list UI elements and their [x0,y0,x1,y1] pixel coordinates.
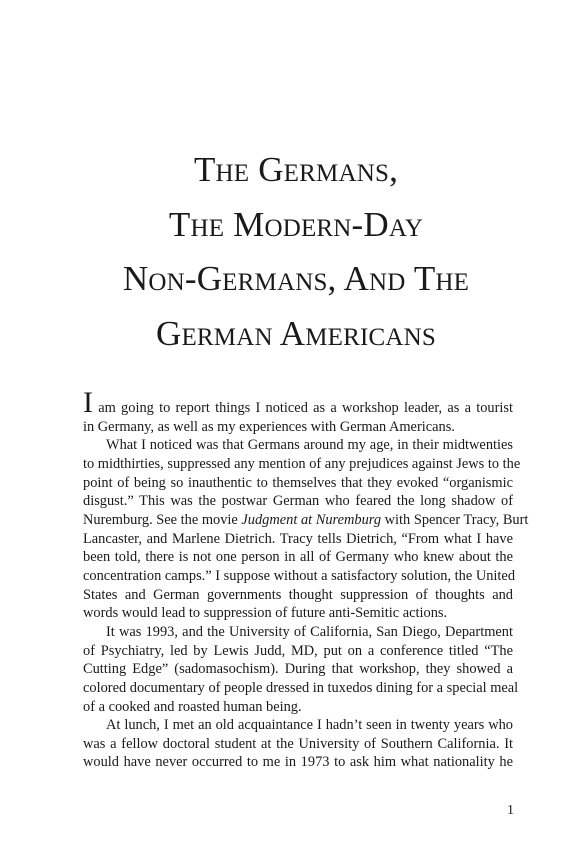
paragraph-3 [83,623,519,716]
text-fragment: Nuremburg. See the movie [83,511,242,528]
text-fragment: with Spencer Tracy, Burt [381,511,529,528]
drop-cap: I [83,386,93,419]
chapter-title-line-2: The Modern-Day [168,204,424,244]
page-number: 1 [507,803,514,818]
text-line [83,386,513,419]
text-line: in Germany, as well as my experiences with German Americans. [83,418,455,435]
text-line [83,511,529,530]
text-line: Cutting Edge” (sadomasochism). During that workshop, they showed a [83,661,513,678]
text-line: point of being so inauthentic to themselves that they evoked “organismic [83,474,513,491]
text-line: of Psychiatry, led by Lewis Judd, MD, put on a conference titled “The [83,642,513,659]
chapter-title-line-3: Non-Germans, And The [122,259,470,298]
text-line: It was 1993, and the University of California, San Diego, Department [106,623,513,640]
text-line: States and German governments thought suppression of thoughts and [83,586,513,603]
text-line: disgust.” This was the postwar German who feared the long shadow of [83,493,513,510]
paragraph-2 [83,436,529,623]
paragraph-4 [83,716,513,772]
text-line: would have never occurred to me in 1973 to ask him what nationality he [83,754,513,771]
text-line: of a cooked and roasted human being. [83,698,302,715]
chapter-title-line-4: German Americans [155,313,437,353]
text-line: Lancaster, and Marlene Dietrich. Tracy tells Dietrich, “From what I have [83,530,513,547]
text-line: been told, there is not one person in all of Germany who knew about the [83,549,513,566]
chapter-body [83,386,529,772]
paragraph-1 [83,386,513,436]
text-line: to midthirties, suppressed any mention of any prejudices against Jews to the [83,455,521,472]
movie-title: Judgment at Nuremburg [241,511,382,528]
chapter-title [60,143,532,361]
text-line: was a fellow doctoral student at the University of Southern California. It [83,735,513,752]
text-line: At lunch, I met an old acquaintance I hadn’t seen in twenty years who [106,717,513,734]
text-line: words would lead to suppression of future anti-Semitic actions. [83,605,448,622]
text-line: concentration camps.” I suppose without a satisfactory solution, the United [83,567,516,584]
text-line: colored documentary of people dressed in tuxedos dining for a special meal [83,679,519,696]
text-fragment: am going to report things I noticed as a workshop leader, as a tourist [93,400,513,416]
text-line: What I noticed was that Germans around my age, in their midtwenties [106,437,513,454]
chapter-title-line-1: The Germans, [193,150,399,189]
